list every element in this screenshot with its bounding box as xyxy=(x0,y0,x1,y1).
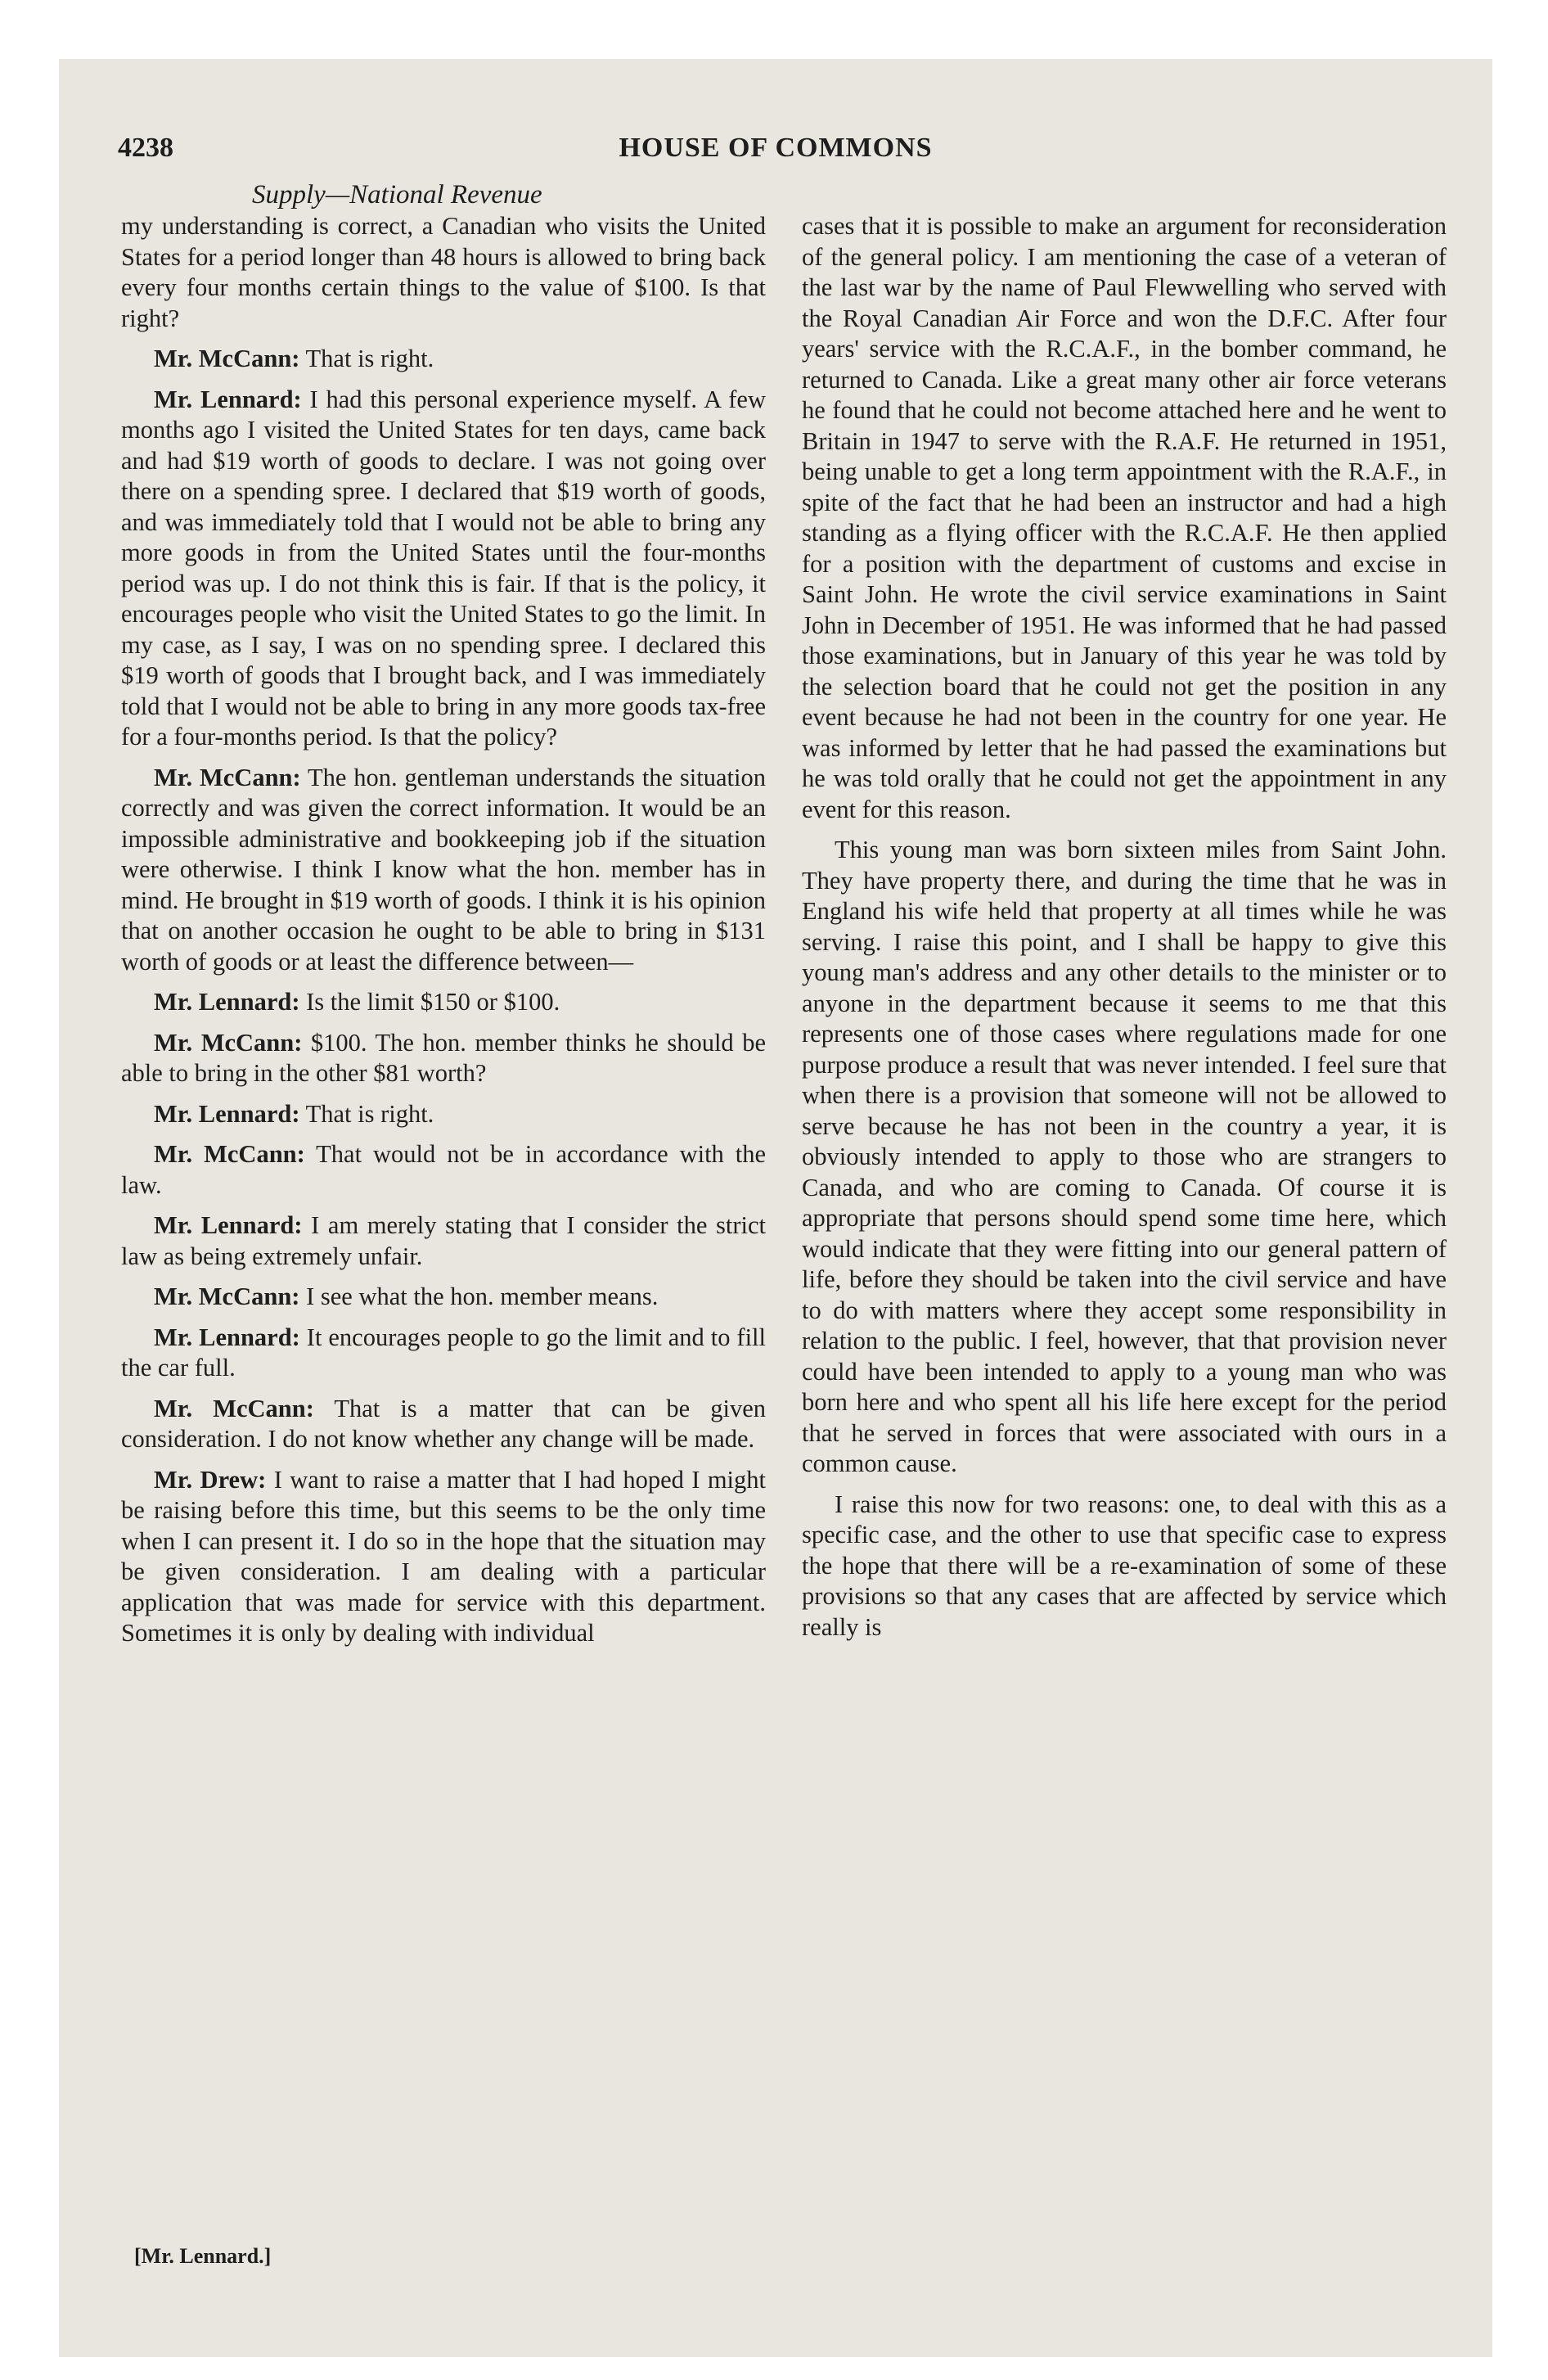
debate-paragraph xyxy=(121,1394,766,1455)
paragraph-text: I am merely stating that I consider the strict law as being extremely unfair. xyxy=(121,1211,767,1270)
debate-paragraph xyxy=(121,1323,766,1384)
speaker-name: Mr. Lennard: xyxy=(154,1323,300,1351)
speaker-name: Mr. McCann: xyxy=(154,345,300,372)
speaker-name: Mr. McCann: xyxy=(154,1028,303,1057)
debate-paragraph xyxy=(121,1028,766,1089)
debate-paragraph xyxy=(121,385,766,753)
page-title: HOUSE OF COMMONS xyxy=(619,133,933,163)
debate-paragraph: This young man was born sixteen miles from Saint John. They have property there, and during the time that he was in England his wife held that property at all times while he was serving. I raise this point, and I shall be happy to give this young man's address and any other details to the minister or to anyone in the department because it seems to me that this represents one of those cases where regulations made for one purpose produce a result that was never intended. I feel sure that when there is a provision that someone will not be allowed to serve because he has not been in the country a year, it is obviously intended to apply to those who are strangers to Canada, and who are coming to Canada. Of course it is appropriate that persons should spend some time here, which would indicate that they were fitting into our general pattern of life, before they should be taken into the civil service and have to do with matters where they accept some responsibility in relation to the public. I feel, however, that that provision never could have been intended to apply to a young man who was born here and who spent all his life here except for the period that he served in forces that were associated with ours in a common cause. xyxy=(802,836,1447,1477)
debate-paragraph xyxy=(121,211,766,334)
debate-paragraph xyxy=(121,1210,766,1272)
speaker-name: Mr. Lennard: xyxy=(154,1211,303,1239)
debate-paragraph: I raise this now for two reasons: one, to deal with this as a specific case, and the other to use that specific case to express the hope that there will be a re-examination of some of these provisions so that any cases that are affected by service which really is xyxy=(802,1490,1447,1641)
debate-paragraph xyxy=(121,1282,766,1313)
footer-attribution: [Mr. Lennard.] xyxy=(134,2244,272,2268)
paragraph-text: The hon. gentleman understands the situation correctly and was given the correct information. It would be an impossible administrative and bookkeeping job if the situation were otherwise. I think I know what the hon. member has in mind. He brought in $19 worth of goods. I think it is his opinion that on another occasion he ought to be able to bring in $131 worth of goods or at least the difference between— xyxy=(121,763,766,976)
paragraph-text: I see what the hon. member means. xyxy=(306,1282,659,1310)
debate-paragraph xyxy=(121,344,766,375)
left-column xyxy=(121,211,766,1659)
scanned-page xyxy=(59,59,1492,2357)
debate-paragraph: cases that it is possible to make an argument for reconsideration of the general policy. I am mentioning the case of a veteran of the last war by the name of Paul Flewwelling who served with the Royal Canadian Air Force and won the D.F.C. After four years' service with the R.C.A.F., in the bomber command, he returned to Canada. Like a great many other air force veterans he found that he could not become attached here and he went to Britain in 1947 to serve with the R.A.F. He returned in 1951, being unable to get a long term appointment with the R.A.F., in spite of the fact that he had been an instructor and had a high standing as a flying officer with the R.C.A.F. He then applied for a position with the department of customs and excise in Saint John. He wrote the civil service examinations in Saint John in December of 1951. He was informed that he had passed those examinations, but in January of this year he was told by the selection board that he could not get the position in any event because he had not been in the country for one year. He was informed by letter that he had passed the examinations but he was told orally that he could not get the appointment in any event for this reason. xyxy=(802,212,1447,823)
debate-paragraph xyxy=(121,763,766,978)
paragraph-text: That is right. xyxy=(305,345,434,372)
page-header xyxy=(59,133,1492,172)
speaker-name: Mr. Lennard: xyxy=(154,988,300,1016)
paragraph-text: I want to raise a matter that I had hoped I might be raising before this time, but this seems to be the only time when I can present it. I do so in the hope that the situation may be given consideration. I am dealing with a particular application that was made for service with this department. Sometimes it is only by dealing with individual xyxy=(121,1465,767,1647)
paragraph-text: Is the limit $150 or $100. xyxy=(306,988,560,1016)
paragraph-text: $100. The hon. member thinks he should be able to bring in the other $81 worth? xyxy=(121,1028,766,1087)
paragraph-text: That would not be in accordance with the law. xyxy=(121,1140,766,1199)
speaker-name: Mr. McCann: xyxy=(154,1140,305,1168)
section-subtitle: Supply—National Revenue xyxy=(252,180,542,210)
paragraph-text: It encourages people to go the limit and to fill the car full. xyxy=(121,1323,766,1382)
speaker-name: Mr. Lennard: xyxy=(154,385,302,413)
speaker-name: Mr. McCann: xyxy=(154,1394,314,1422)
speaker-name: Mr. McCann: xyxy=(154,1282,300,1310)
speaker-name: Mr. Lennard: xyxy=(154,1099,300,1128)
paragraph-text: my understanding is correct, a Canadian who visits the United States for a period longer than 48 hours is allowed to bring back every four months certain things to the value of $100. Is that right? xyxy=(121,212,766,332)
debate-paragraph xyxy=(121,987,766,1018)
speaker-name: Mr. Drew: xyxy=(154,1465,267,1494)
paragraph-text: That is a matter that can be given consideration. I do not know whether any change will be made. xyxy=(121,1394,766,1453)
right-column xyxy=(802,211,1447,1652)
paragraph-text: That is right. xyxy=(305,1099,434,1128)
paragraph-text: I had this personal experience myself. A few months ago I visited the United States for ten days, came back and had $19 worth of goods to declare. I was not going over there on a spending spree. I declared that $19 worth of goods, and was immediately told that I would not be able to bring any more goods in from the United States until the four-months period was up. I do not think this is fair. If that is the policy, it encourages people who visit the United States to go the limit. In my case, as I say, I was on no spending spree. I declared this $19 worth of goods that I brought back, and I was immediately told that I would not be able to bring in any more goods tax-free for a four-months period. Is that the policy? xyxy=(121,385,766,751)
debate-paragraph xyxy=(121,1099,766,1130)
debate-paragraph xyxy=(121,1465,766,1649)
debate-paragraph xyxy=(121,1139,766,1201)
page-number: 4238 xyxy=(118,133,173,163)
speaker-name: Mr. McCann: xyxy=(154,763,301,791)
